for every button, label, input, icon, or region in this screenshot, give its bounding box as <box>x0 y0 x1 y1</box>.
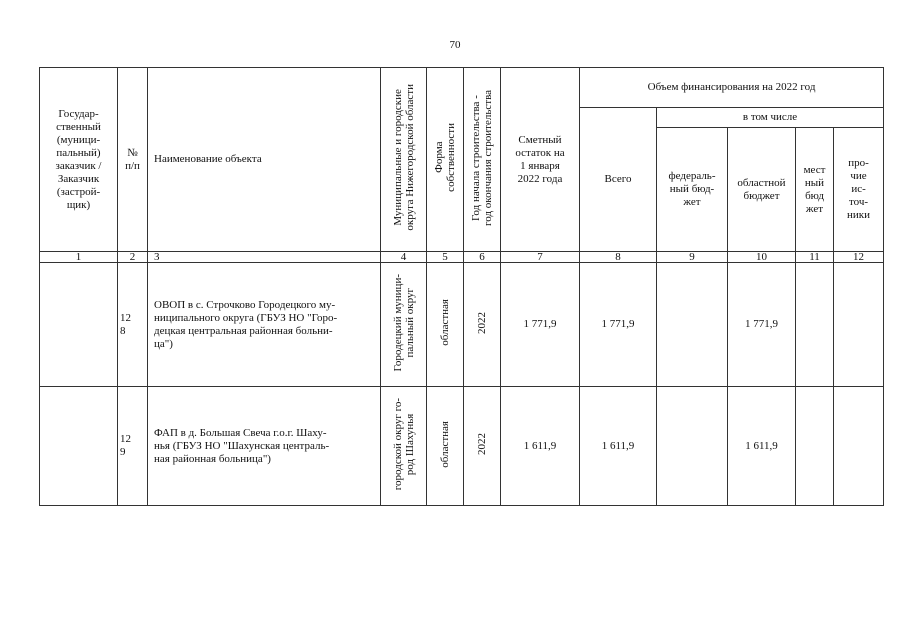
header-district-text: Муниципальные и городские округа Нижегородской области <box>391 84 416 231</box>
cell-number: 12 8 <box>118 263 148 387</box>
cell-years-text: 2022 <box>476 433 488 455</box>
financing-table <box>39 67 884 506</box>
cell-district <box>381 263 427 387</box>
cell-object-name: ФАП в д. Большая Свеча г.о.г. Шаху- нья (ГБУЗ НО "Шахунская централь- ная районная больница") <box>148 387 381 506</box>
cell-customer <box>40 263 118 387</box>
cell-federal <box>657 263 728 387</box>
header-object-name: Наименование объекта <box>148 68 381 252</box>
cell-object-name: ОВОП в с. Строчково Городецкого му- ниципального округа (ГБУЗ НО "Горо- децкая центральная районная больни- ца") <box>148 263 381 387</box>
col-number: 12 <box>834 252 884 263</box>
header-regional-budget: областной бюджет <box>728 128 796 252</box>
cell-district-text: городской округ го- род Шахунья <box>391 397 416 491</box>
cell-ownership-text: областная <box>439 299 451 346</box>
header-number: № п/п <box>118 68 148 252</box>
col-number: 7 <box>501 252 580 263</box>
cell-other <box>834 387 884 506</box>
cell-years <box>464 387 501 506</box>
header-customer: Государ- ственный (муници- пальный) заказчик / Заказчик (застрой- щик) <box>40 68 118 252</box>
col-number: 9 <box>657 252 728 263</box>
header-total: Всего <box>580 108 657 252</box>
table-row <box>40 263 884 387</box>
cell-regional: 1 771,9 <box>728 263 796 387</box>
header-federal-budget: федераль- ный бюд- жет <box>657 128 728 252</box>
header-estimate-remainder: Сметный остаток на 1 января 2022 года <box>501 68 580 252</box>
cell-total: 1 771,9 <box>580 263 657 387</box>
cell-number: 12 9 <box>118 387 148 506</box>
cell-ownership <box>427 263 464 387</box>
page-number: 70 <box>449 39 461 51</box>
col-number: 8 <box>580 252 657 263</box>
header-funding: Объем финансирования на 2022 год <box>580 68 884 108</box>
col-number: 10 <box>728 252 796 263</box>
cell-years-text: 2022 <box>476 311 488 334</box>
col-number: 3 <box>148 252 381 263</box>
cell-ownership <box>427 387 464 506</box>
col-number: 1 <box>40 252 118 263</box>
cell-local <box>796 387 834 506</box>
cell-local <box>796 263 834 387</box>
header-years-text: Год начала строительства - год окончания строительства <box>470 89 494 226</box>
cell-federal <box>657 387 728 506</box>
header-district <box>381 68 427 252</box>
header-including: в том числе <box>657 108 884 128</box>
cell-years <box>464 263 501 387</box>
col-number: 6 <box>464 252 501 263</box>
cell-remainder: 1 771,9 <box>501 263 580 387</box>
col-number: 2 <box>118 252 148 263</box>
col-number: 4 <box>381 252 427 263</box>
header-other-sources: про- чие ис- точ- ники <box>834 128 884 252</box>
cell-district-text: Городецкий муници- пальный округ <box>391 273 416 372</box>
header-ownership-text: Форма собственности <box>433 123 457 192</box>
cell-other <box>834 263 884 387</box>
cell-customer <box>40 387 118 506</box>
header-years <box>464 68 501 252</box>
cell-regional: 1 611,9 <box>728 387 796 506</box>
header-ownership <box>427 68 464 252</box>
cell-ownership-text: областная <box>439 420 451 468</box>
cell-district <box>381 387 427 506</box>
table-row <box>40 387 884 506</box>
col-number: 11 <box>796 252 834 263</box>
header-local-budget: мест ный бюд жет <box>796 128 834 252</box>
cell-total: 1 611,9 <box>580 387 657 506</box>
col-number: 5 <box>427 252 464 263</box>
cell-remainder: 1 611,9 <box>501 387 580 506</box>
